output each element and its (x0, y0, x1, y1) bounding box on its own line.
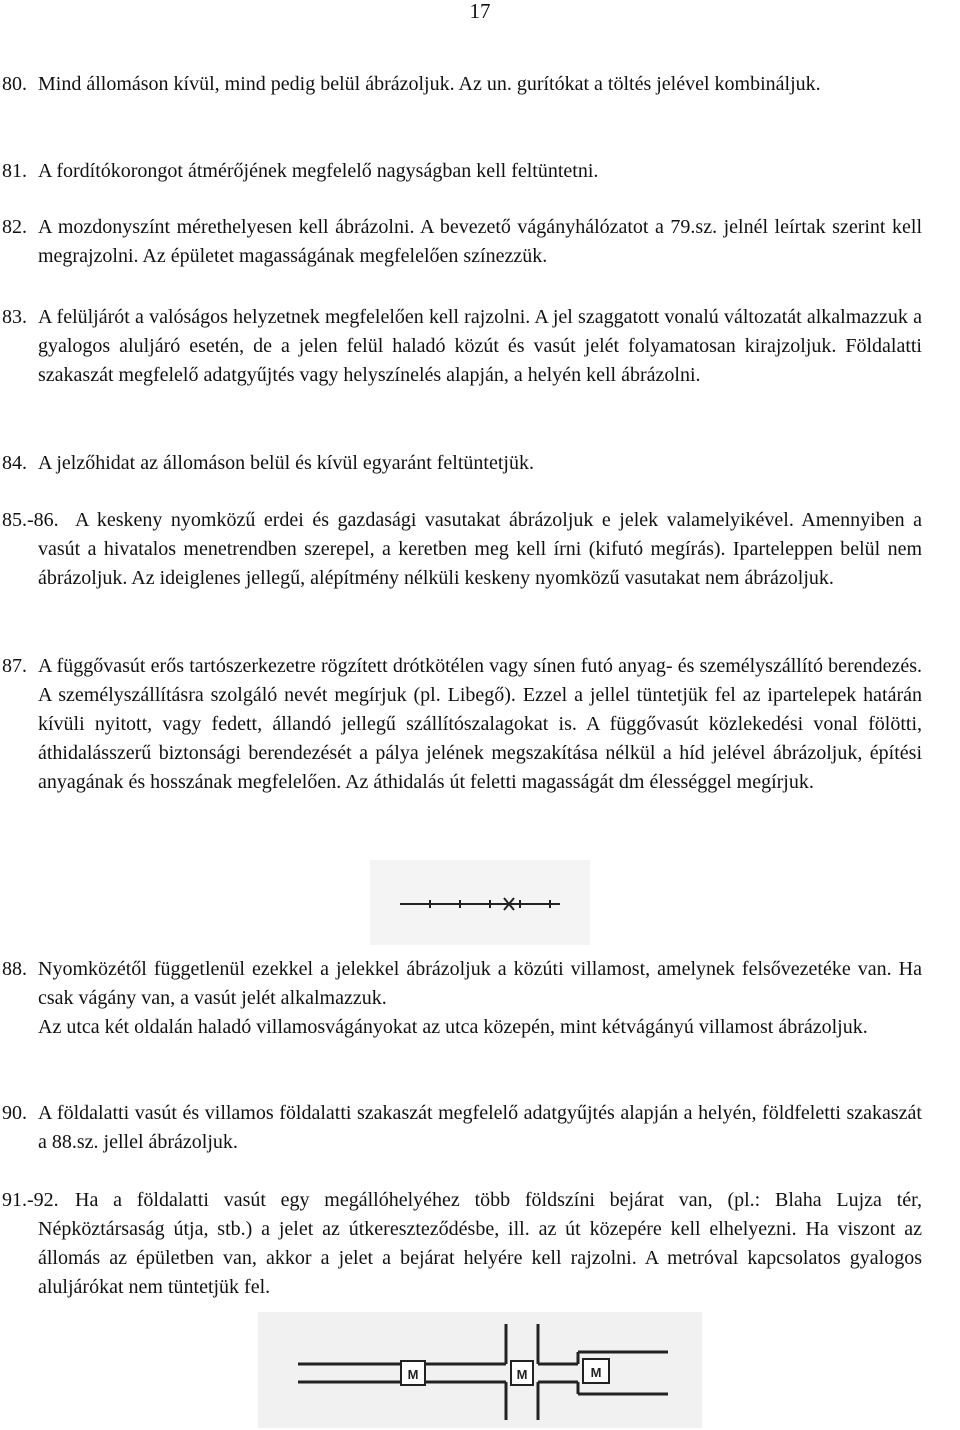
item-87 (0, 652, 922, 797)
item-84 (0, 449, 922, 478)
item-number: 80. (2, 73, 27, 95)
metro-letter: M (407, 1367, 419, 1382)
item-81 (0, 157, 922, 186)
item-number: 85.-86. (2, 509, 59, 531)
item-text: A felüljárót a valóságos helyzetnek megfelelően kell rajzolni. A jel szaggatott vonalú változatát alkalmazzuk a gyalogos aluljáró esetén, de a jelen felül haladó közút és vasút jelét folyamatosan kirajzoljuk. Földalatti szakaszát megfelelő adatgyűjtés vagy helyszínelés alapján, a helyén kell ábrázolni. (38, 306, 922, 386)
metro-letter: M (516, 1367, 528, 1382)
item-number: 81. (2, 160, 27, 182)
item-text: Ha a földalatti vasút egy megállóhelyéhez több földszíni bejárat van, (pl.: Blaha Lujza tér, Népköztársaság útja, stb.) a jelet az útkereszteződésbe, ill. az út közepére kell elhelyezni. Ha viszont az állomás az épületben van, akkor a jelet a bejárat helyére kell rajzolni. A metróval kapcsolatos gyalogos aluljárókat nem tüntetjük fel. (38, 1189, 922, 1298)
item-80 (0, 70, 922, 99)
metro-letter: M (590, 1365, 602, 1380)
item-85-86 (0, 506, 922, 593)
item-text: A mozdonyszínt mérethelyesen kell ábrázolni. A bevezető vágányhálózatot a 79.sz. jelnél leírtak szerint kell megrajzolni. Az épületet magasságának megfelelően színezzük. (38, 216, 922, 267)
item-83 (0, 303, 922, 390)
item-91-92 (0, 1186, 922, 1302)
item-text: Nyomközétől függetlenül ezekkel a jelekkel ábrázoljuk a közúti villamost, amelynek felsővezetéke van. Ha csak vágány van, a vasút jelét alkalmazzuk. (38, 958, 922, 1009)
item-number: 91.-92. (2, 1189, 59, 1211)
item-number: 90. (2, 1102, 27, 1124)
item-90 (0, 1099, 922, 1157)
item-88 (0, 955, 922, 1042)
cableway-figure (370, 860, 590, 945)
item-text: A függővasút erős tartószerkezetre rögzített drótkötélen vagy sínen futó anyag- és személyszállító berendezés. A személyszállításra szolgáló nevét megírjuk (pl. Libegő). Ezzel a jellel tüntetjük fel az ipartelepek határán kívüli nyitott, vagy fedett, állandó jellegű szállítószalagokat is. A függővasút közlekedési vonal fölötti, áthidalásszerű biztonsági berendezését a pálya jelének megszakítása nélkül a híd jelével ábrázoljuk, építési anyagának és hosszának megfelelően. Az áthidalás út feletti magasságát dm élességgel megírjuk. (38, 655, 922, 793)
item-number: 82. (2, 216, 27, 238)
item-text: Mind állomáson kívül, mind pedig belül ábrázoljuk. Az un. gurítókat a töltés jelével kombináljuk. (38, 73, 821, 95)
item-text: A fordítókorongot átmérőjének megfelelő nagyságban kell feltüntetni. (38, 160, 599, 182)
item-text: A jelzőhidat az állomáson belül és kívül egyaránt feltüntetjük. (38, 452, 534, 474)
item-number: 83. (2, 306, 27, 328)
item-number: 88. (2, 958, 27, 980)
item-text-2: Az utca két oldalán haladó villamosvágányokat az utca közepén, mint kétvágányú villamost ábrázoljuk. (38, 1016, 868, 1038)
item-number: 84. (2, 452, 27, 474)
page-number: 17 (469, 0, 491, 23)
metro-figure (258, 1312, 702, 1428)
item-text: A keskeny nyomközű erdei és gazdasági vasutakat ábrázoljuk e jelek valamelyikével. Amennyiben a vasút a hivatalos menetrendben szerepel, a keretben meg kell írni (kifutó megírás). Iparteleppen belül nem ábrázoljuk. Az ideiglenes jellegű, alépítmény nélküli keskeny nyomközű vasutakat nem ábrázoljuk. (38, 509, 922, 589)
item-number: 87. (2, 655, 27, 677)
item-82 (0, 213, 922, 271)
item-text: A földalatti vasút és villamos földalatti szakaszát megfelelő adatgyűjtés alapján a helyén, földfeletti szakaszát a 88.sz. jellel ábrázoljuk. (38, 1102, 922, 1153)
